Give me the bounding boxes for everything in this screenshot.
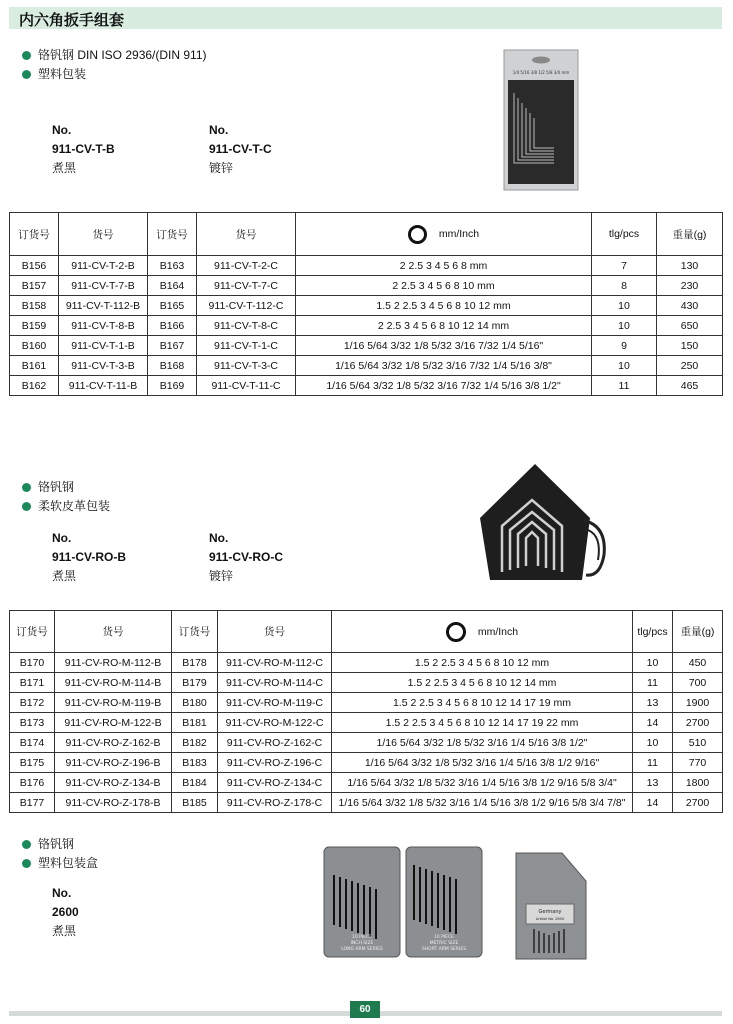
table-cell: 465 bbox=[657, 376, 723, 396]
product-block: No. 911-CV-T-B 煮黑 bbox=[52, 121, 115, 178]
table-cell: 911-CV-T-112-C bbox=[197, 296, 296, 316]
table-cell: 650 bbox=[657, 316, 723, 336]
col-header: tlg/pcs bbox=[592, 213, 657, 256]
col-header: 订货号 bbox=[148, 213, 197, 256]
product-code: 911-CV-RO-C bbox=[209, 550, 284, 564]
table-cell: 1900 bbox=[673, 693, 723, 713]
table-cell: 1.5 2 2.5 3 4 5 6 8 10 12 14 mm bbox=[332, 673, 633, 693]
table-cell: 1/16 5/64 3/32 1/8 5/32 3/16 7/32 1/4 5/16 3/8 1/2" bbox=[296, 376, 592, 396]
table-cell: 911-CV-T-1-B bbox=[59, 336, 148, 356]
product-finish: 煮黑 bbox=[52, 161, 77, 175]
table-cell: B173 bbox=[10, 713, 55, 733]
table-cell: 1/16 5/64 3/32 1/8 5/32 3/16 7/32 1/4 5/16 3/8" bbox=[296, 356, 592, 376]
table-cell: B171 bbox=[10, 673, 55, 693]
table-cell: 1800 bbox=[673, 773, 723, 793]
product-finish: 煮黑 bbox=[52, 924, 77, 938]
product-finish: 镀锌 bbox=[209, 161, 234, 175]
product-block: No. 911-CV-RO-C 镀锌 bbox=[209, 529, 283, 586]
table-cell: 911-CV-T-8-B bbox=[59, 316, 148, 336]
table-cell: B176 bbox=[10, 773, 55, 793]
table-cell: 911-CV-RO-Z-134-C bbox=[218, 773, 332, 793]
spec-table-1 bbox=[9, 212, 723, 396]
product-code: 911-CV-RO-B bbox=[52, 550, 127, 564]
col-header: mm/Inch bbox=[296, 213, 592, 256]
table-row bbox=[10, 356, 723, 376]
table-cell: B161 bbox=[10, 356, 59, 376]
table-cell: B172 bbox=[10, 693, 55, 713]
table-cell: B175 bbox=[10, 753, 55, 773]
table-cell: 230 bbox=[657, 276, 723, 296]
table-cell: 911-CV-RO-Z-178-B bbox=[55, 793, 172, 813]
table-cell: 911-CV-RO-M-119-B bbox=[55, 693, 172, 713]
table-cell: 911-CV-RO-M-112-B bbox=[55, 653, 172, 673]
table-cell: B166 bbox=[148, 316, 197, 336]
table-cell: 911-CV-T-11-C bbox=[197, 376, 296, 396]
table-cell: B178 bbox=[172, 653, 218, 673]
table-cell: 911-CV-T-3-C bbox=[197, 356, 296, 376]
table-cell: 250 bbox=[657, 356, 723, 376]
table-cell: 911-CV-T-1-C bbox=[197, 336, 296, 356]
table-cell: 911-CV-T-2-B bbox=[59, 256, 148, 276]
table-cell: 911-CV-T-8-C bbox=[197, 316, 296, 336]
table-cell: 911-CV-RO-M-122-C bbox=[218, 713, 332, 733]
table-row bbox=[10, 753, 723, 773]
table-row bbox=[10, 256, 723, 276]
table-row bbox=[10, 336, 723, 356]
col-header: 货号 bbox=[197, 213, 296, 256]
bullet-dot-icon bbox=[22, 502, 31, 511]
table-cell: B164 bbox=[148, 276, 197, 296]
bullet-dot-icon bbox=[22, 483, 31, 492]
table-cell: 7 bbox=[592, 256, 657, 276]
tin-case-photo bbox=[512, 849, 590, 964]
table-cell: B180 bbox=[172, 693, 218, 713]
svg-text:Germany: Germany bbox=[538, 909, 562, 915]
svg-text:METRIC SIZE: METRIC SIZE bbox=[429, 941, 459, 946]
feature-item: 塑料包装盒 bbox=[22, 854, 98, 873]
svg-text:Artikel No. 2600: Artikel No. 2600 bbox=[535, 917, 565, 921]
table-cell: 13 bbox=[633, 693, 673, 713]
table-cell: 2 2.5 3 4 5 6 8 10 12 14 mm bbox=[296, 316, 592, 336]
spec-table-2 bbox=[9, 610, 723, 813]
table-cell: 911-CV-RO-Z-196-B bbox=[55, 753, 172, 773]
svg-text:INCH SIZE: INCH SIZE bbox=[350, 941, 374, 946]
table-cell: 9 bbox=[592, 336, 657, 356]
bullet-dot-icon bbox=[22, 51, 31, 60]
table-cell: 911-CV-T-112-B bbox=[59, 296, 148, 316]
table-row bbox=[10, 733, 723, 753]
table-cell: B169 bbox=[148, 376, 197, 396]
table-cell: 130 bbox=[657, 256, 723, 276]
table-cell: B167 bbox=[148, 336, 197, 356]
table-cell: B156 bbox=[10, 256, 59, 276]
table-cell: 11 bbox=[633, 673, 673, 693]
table-cell: B158 bbox=[10, 296, 59, 316]
table-cell: 450 bbox=[673, 653, 723, 673]
table-row bbox=[10, 793, 723, 813]
table-cell: 2700 bbox=[673, 793, 723, 813]
table-cell: B174 bbox=[10, 733, 55, 753]
table-cell: 10 bbox=[592, 296, 657, 316]
page-title: 内六角扳手组套 bbox=[19, 12, 125, 29]
table-cell: 2 2.5 3 4 5 6 8 mm bbox=[296, 256, 592, 276]
table-cell: 10 bbox=[592, 356, 657, 376]
table-cell: B185 bbox=[172, 793, 218, 813]
col-header: 货号 bbox=[55, 611, 172, 653]
table-cell: B168 bbox=[148, 356, 197, 376]
table-cell: 510 bbox=[673, 733, 723, 753]
hex-socket-icon bbox=[446, 622, 466, 642]
table-cell: 14 bbox=[633, 713, 673, 733]
table-cell: B170 bbox=[10, 653, 55, 673]
table-cell: B177 bbox=[10, 793, 55, 813]
table-cell: 1/16 5/64 3/32 1/8 5/32 3/16 7/32 1/4 5/16" bbox=[296, 336, 592, 356]
table-cell: 1/16 5/64 3/32 1/8 5/32 3/16 1/4 5/16 3/8 1/2 9/16 5/8 3/4 7/8" bbox=[332, 793, 633, 813]
table-cell: 11 bbox=[592, 376, 657, 396]
table-cell: B184 bbox=[172, 773, 218, 793]
col-header: 订货号 bbox=[172, 611, 218, 653]
table-cell: 700 bbox=[673, 673, 723, 693]
table-cell: 911-CV-T-7-C bbox=[197, 276, 296, 296]
table-cell: 2700 bbox=[673, 713, 723, 733]
svg-text:SHORT ARM SERIES: SHORT ARM SERIES bbox=[421, 947, 467, 952]
table-cell: 911-CV-RO-Z-134-B bbox=[55, 773, 172, 793]
feature-item: 铬钒钢 DIN ISO 2936/(DIN 911) bbox=[22, 46, 207, 65]
svg-text:10 PIECE: 10 PIECE bbox=[351, 935, 373, 940]
table-row bbox=[10, 296, 723, 316]
table-cell: 1.5 2 2.5 3 4 5 6 8 10 12 14 17 19 22 mm bbox=[332, 713, 633, 733]
table-cell: 13 bbox=[633, 773, 673, 793]
feature-item: 塑料包装 bbox=[22, 65, 207, 84]
feature-item: 柔软皮革包装 bbox=[22, 497, 110, 516]
col-header: mm/Inch bbox=[332, 611, 633, 653]
col-header: 货号 bbox=[59, 213, 148, 256]
table-cell: 911-CV-RO-M-122-B bbox=[55, 713, 172, 733]
table-cell: 8 bbox=[592, 276, 657, 296]
pack-card-text: 1/4 5/16 3/8 1/2 5/8 3/4 mm bbox=[512, 70, 570, 75]
plastic-case-photo bbox=[322, 845, 484, 960]
table-row bbox=[10, 276, 723, 296]
table-cell: 430 bbox=[657, 296, 723, 316]
table-cell: 911-CV-RO-M-112-C bbox=[218, 653, 332, 673]
col-header: 订货号 bbox=[10, 611, 55, 653]
table-cell: 911-CV-RO-Z-162-C bbox=[218, 733, 332, 753]
table-cell: 911-CV-T-11-B bbox=[59, 376, 148, 396]
col-header: 订货号 bbox=[10, 213, 59, 256]
table-cell: B182 bbox=[172, 733, 218, 753]
table-row bbox=[10, 713, 723, 733]
table-cell: 150 bbox=[657, 336, 723, 356]
hex-socket-icon bbox=[408, 225, 427, 244]
feature-item: 铬钒钢 bbox=[22, 478, 110, 497]
table-cell: 10 bbox=[592, 316, 657, 336]
table-cell: 1.5 2 2.5 3 4 5 6 8 10 12 mm bbox=[332, 653, 633, 673]
table-cell: 770 bbox=[673, 753, 723, 773]
table-row bbox=[10, 773, 723, 793]
table-cell: 911-CV-RO-M-119-C bbox=[218, 693, 332, 713]
col-header: tlg/pcs bbox=[633, 611, 673, 653]
table-cell: 14 bbox=[633, 793, 673, 813]
bullet-dot-icon bbox=[22, 70, 31, 79]
table-row bbox=[10, 376, 723, 396]
table-cell: 1.5 2 2.5 3 4 5 6 8 10 12 14 17 19 mm bbox=[332, 693, 633, 713]
table-row bbox=[10, 693, 723, 713]
svg-text:10 PIECE: 10 PIECE bbox=[433, 935, 455, 940]
table-cell: 1/16 5/64 3/32 1/8 5/32 3/16 1/4 5/16 3/8 1/2 9/16" bbox=[332, 753, 633, 773]
table-cell: 2 2.5 3 4 5 6 8 10 mm bbox=[296, 276, 592, 296]
table-cell: 911-CV-RO-Z-162-B bbox=[55, 733, 172, 753]
svg-text:LONG ARM SERIES: LONG ARM SERIES bbox=[341, 947, 383, 952]
product-block: No. 911-CV-RO-B 煮黑 bbox=[52, 529, 126, 586]
table-row bbox=[10, 316, 723, 336]
table-cell: 1/16 5/64 3/32 1/8 5/32 3/16 1/4 5/16 3/8 1/2 9/16 5/8 3/4" bbox=[332, 773, 633, 793]
table-cell: 911-CV-T-7-B bbox=[59, 276, 148, 296]
table-cell: B159 bbox=[10, 316, 59, 336]
table-row bbox=[10, 673, 723, 693]
table-cell: 911-CV-T-2-C bbox=[197, 256, 296, 276]
table-cell: 10 bbox=[633, 733, 673, 753]
bullet-dot-icon bbox=[22, 859, 31, 868]
table-row bbox=[10, 653, 723, 673]
table-cell: 911-CV-RO-M-114-C bbox=[218, 673, 332, 693]
table-cell: 10 bbox=[633, 653, 673, 673]
table-cell: B157 bbox=[10, 276, 59, 296]
section1-features bbox=[22, 46, 207, 84]
product-finish: 镀锌 bbox=[209, 569, 234, 583]
table-cell: B162 bbox=[10, 376, 59, 396]
leather-roll-photo bbox=[470, 460, 610, 592]
table-cell: B160 bbox=[10, 336, 59, 356]
hex-key-pack-photo bbox=[500, 48, 582, 193]
table-cell: B181 bbox=[172, 713, 218, 733]
table-cell: B179 bbox=[172, 673, 218, 693]
table-cell: B183 bbox=[172, 753, 218, 773]
table-cell: 911-CV-RO-M-114-B bbox=[55, 673, 172, 693]
col-header: 重量(g) bbox=[657, 213, 723, 256]
table-cell: 911-CV-T-3-B bbox=[59, 356, 148, 376]
product-block: No. 911-CV-T-C 镀锌 bbox=[209, 121, 272, 178]
page-number: 60 bbox=[350, 1001, 380, 1018]
table-cell: 911-CV-RO-Z-196-C bbox=[218, 753, 332, 773]
product-code: 911-CV-T-C bbox=[209, 142, 272, 156]
product-code: 2600 bbox=[52, 905, 79, 919]
table-cell: B163 bbox=[148, 256, 197, 276]
product-block: No. 2600 煮黑 bbox=[52, 884, 79, 941]
product-code: 911-CV-T-B bbox=[52, 142, 115, 156]
page-header bbox=[9, 7, 722, 29]
product-finish: 煮黑 bbox=[52, 569, 77, 583]
feature-item: 铬钒钢 bbox=[22, 835, 98, 854]
section2-features bbox=[22, 478, 110, 516]
col-header: 货号 bbox=[218, 611, 332, 653]
table-cell: 911-CV-RO-Z-178-C bbox=[218, 793, 332, 813]
bullet-dot-icon bbox=[22, 840, 31, 849]
table-cell: 11 bbox=[633, 753, 673, 773]
section3-features bbox=[22, 835, 98, 873]
table-cell: 1.5 2 2.5 3 4 5 6 8 10 12 mm bbox=[296, 296, 592, 316]
table-cell: 1/16 5/64 3/32 1/8 5/32 3/16 1/4 5/16 3/8 1/2" bbox=[332, 733, 633, 753]
table-cell: B165 bbox=[148, 296, 197, 316]
col-header: 重量(g) bbox=[673, 611, 723, 653]
